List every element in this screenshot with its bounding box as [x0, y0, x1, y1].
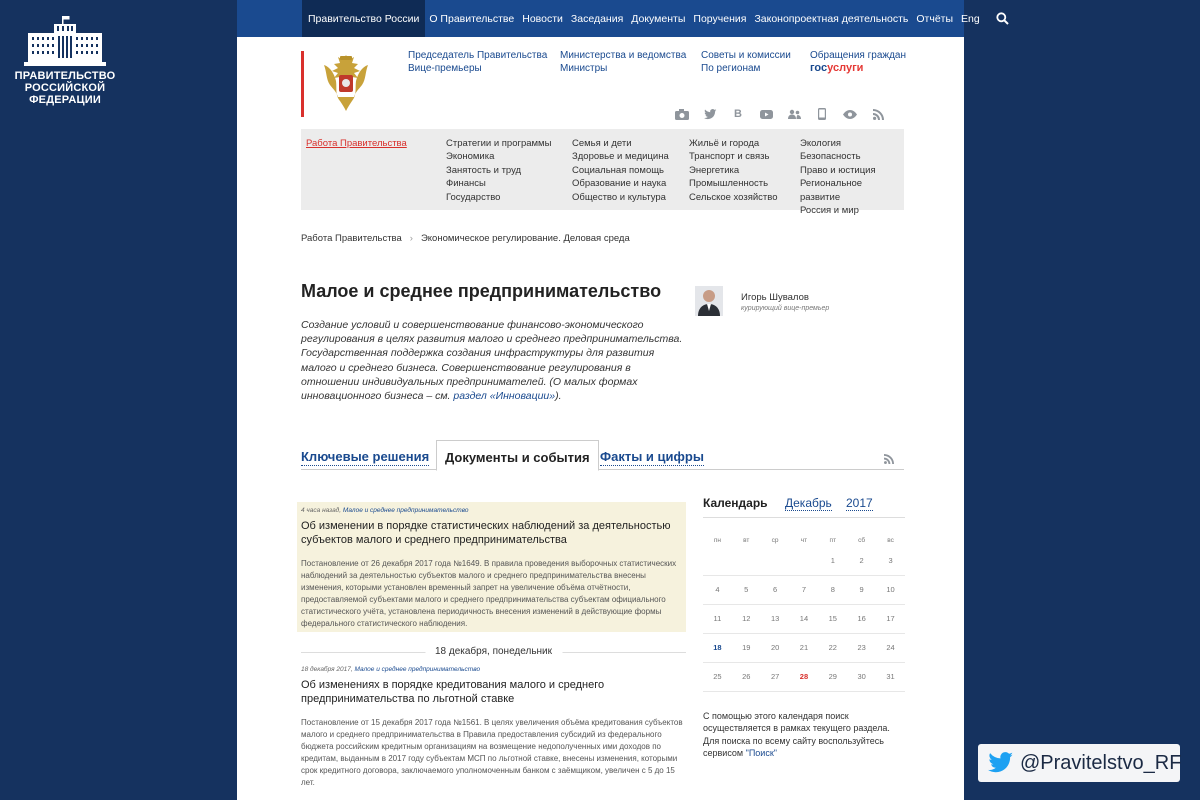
- breadcrumb-item[interactable]: Экономическое регулирование. Деловая среда: [420, 233, 630, 244]
- brand-logo: [12, 14, 118, 106]
- calendar-day[interactable]: 26: [732, 662, 761, 691]
- category-item[interactable]: Сельское хозяйство: [689, 191, 778, 203]
- calendar-grid: [703, 518, 905, 692]
- calendar-day[interactable]: 20: [761, 633, 790, 662]
- calendar-day[interactable]: 11: [703, 604, 732, 633]
- page: [237, 0, 980, 800]
- category-item[interactable]: Стратегии и программы: [446, 138, 552, 149]
- category-item[interactable]: Государство: [446, 191, 501, 203]
- avatar[interactable]: [695, 286, 723, 316]
- nav-government[interactable]: Правительство России: [302, 0, 425, 37]
- news-body: Постановление от 15 декабря 2017 года №1561. В целях увеличения объёма кредитования субъектов малого и среднего предпринимательства в Правила предоставления субсидий из федерального бюджета российским кредитным организациям на возмещение недополученных ими доходов по кредитам, выданным в 2017 году субъектам МСП по льготной ставке, внесены изменения, которыми срок кредитного договора, заключаемого уполномоченным банком с заёмщиком, увеличен с 5 до 15 лет.: [301, 717, 683, 787]
- chevron-right-icon: ›: [409, 233, 413, 244]
- nav-english[interactable]: Eng: [961, 12, 980, 25]
- calendar-label: Календарь: [703, 496, 768, 510]
- link-regions[interactable]: По регионам: [701, 63, 761, 74]
- search-link[interactable]: "Поиск": [745, 748, 777, 759]
- calendar-day[interactable]: 29: [818, 662, 847, 691]
- calendar-day[interactable]: 18: [703, 633, 732, 662]
- category-item[interactable]: Финансы: [446, 178, 486, 190]
- nav-about[interactable]: О Правительстве: [429, 12, 515, 25]
- top-nav: [237, 0, 980, 37]
- calendar-days: [703, 546, 905, 691]
- brand-line-1: ПРАВИТЕЛЬСТВО: [14, 70, 116, 82]
- users-icon[interactable]: [787, 107, 801, 121]
- category-item[interactable]: Семья и дети: [572, 138, 632, 149]
- calendar-day[interactable]: 16: [847, 604, 876, 633]
- site-header: [237, 37, 964, 129]
- nav-legislation[interactable]: Законопроектная деятельность: [754, 12, 909, 25]
- calendar-note: [703, 710, 905, 760]
- calendar-day[interactable]: 4: [703, 575, 732, 604]
- curator-role: курирующий вице-премьер: [741, 305, 830, 312]
- eye-icon[interactable]: [843, 107, 857, 121]
- search-icon[interactable]: [996, 0, 1009, 37]
- category-item[interactable]: Образование и наука: [572, 178, 667, 190]
- rss-icon[interactable]: [871, 107, 885, 121]
- calendar-day[interactable]: 8: [818, 575, 847, 604]
- category-item[interactable]: Здоровье и медицина: [572, 151, 669, 163]
- calendar-day[interactable]: 10: [876, 575, 905, 604]
- calendar-day[interactable]: 2: [847, 546, 876, 575]
- news-item[interactable]: [301, 666, 686, 789]
- twitter-handle: @Pravitelstvo_RF: [1020, 751, 1182, 774]
- calendar-day[interactable]: 25: [703, 662, 732, 691]
- calendar-week: [703, 662, 905, 691]
- tab-key-decisions[interactable]: Ключевые решения: [301, 449, 430, 464]
- calendar-day: [761, 546, 790, 575]
- tab-facts-figures[interactable]: Факты и цифры: [600, 449, 704, 464]
- calendar-day[interactable]: 17: [876, 604, 905, 633]
- nav-instructions[interactable]: Поручения: [693, 12, 747, 25]
- weekday-label: вт: [743, 536, 750, 544]
- calendar-day[interactable]: 14: [790, 604, 819, 633]
- category-menu: [301, 129, 904, 217]
- link-deputy-pms[interactable]: Вице-премьеры: [408, 63, 482, 74]
- weekday-label: сб: [858, 536, 866, 544]
- category-item[interactable]: Социальная помощь: [572, 164, 664, 176]
- day-separator: [301, 646, 686, 658]
- innovations-link[interactable]: раздел «Инновации»: [453, 390, 556, 403]
- news-time: 18 декабря 2017,: [301, 666, 353, 673]
- youtube-icon[interactable]: [759, 107, 773, 121]
- calendar-day[interactable]: 24: [876, 633, 905, 662]
- calendar-day[interactable]: 3: [876, 546, 905, 575]
- link-ministers[interactable]: Министры: [560, 63, 608, 74]
- gosuslugi-part-1: гос: [810, 62, 828, 74]
- rss-icon[interactable]: [884, 451, 894, 469]
- calendar-day: [703, 546, 732, 575]
- category-item[interactable]: Жильё и города: [689, 138, 760, 149]
- calendar-day[interactable]: 31: [876, 662, 905, 691]
- breadcrumb-item[interactable]: Работа Правительства: [301, 233, 402, 244]
- news-title[interactable]: Об изменении в порядке статистических наблюдений за деятельностью субъектов малого и среднего предпринимательства: [301, 520, 671, 547]
- category-item[interactable]: Право и юстиция: [800, 164, 876, 176]
- link-appeals[interactable]: Обращения граждан: [810, 50, 906, 61]
- day-separator-label: 18 декабря, понедельник: [425, 646, 562, 657]
- calendar-month[interactable]: Декабрь: [785, 496, 832, 510]
- calendar-day[interactable]: 28: [790, 662, 819, 691]
- calendar-day[interactable]: 23: [847, 633, 876, 662]
- weekday-label: чт: [800, 536, 808, 544]
- nav-meetings[interactable]: Заседания: [570, 12, 624, 25]
- category-item[interactable]: Занятость и труд: [446, 164, 522, 176]
- calendar-day: [790, 546, 819, 575]
- news-tag[interactable]: Малое и среднее предпринимательство: [354, 666, 481, 673]
- nav-documents[interactable]: Документы: [631, 12, 686, 25]
- social-links: [675, 107, 885, 121]
- brand-line-3: ФЕДЕРАЦИИ: [29, 94, 101, 106]
- calendar-day[interactable]: 13: [761, 604, 790, 633]
- calendar-week: [703, 604, 905, 633]
- calendar-day[interactable]: 19: [732, 633, 761, 662]
- calendar-year[interactable]: 2017: [846, 496, 873, 510]
- camera-icon[interactable]: [675, 107, 689, 121]
- category-item[interactable]: Региональное развитие: [800, 178, 863, 203]
- category-item[interactable]: Общество и культура: [572, 191, 666, 203]
- news-body: Постановление от 26 декабря 2017 года №1649. В правила проведения выборочных статистических наблюдений за деятельностью субъектов малого и среднего предпринимательства внесены изменения, которыми установлен временный запрет на увеличение объёма отчётности, предоставляемой субъектами малого и среднего предпринимательства субъектам официального статистического учёта, установлена периодичность внесения изменений в действующие формы федерального статистического наблюдения.: [301, 558, 677, 628]
- calendar-day[interactable]: 21: [790, 633, 819, 662]
- category-item[interactable]: Энергетика: [689, 164, 740, 176]
- news-title[interactable]: Об изменениях в порядке кредитования малого и среднего предпринимательства по льготной ставке: [301, 679, 605, 706]
- calendar-day[interactable]: 6: [761, 575, 790, 604]
- twitter-bird-icon: [988, 752, 1014, 774]
- calendar: [703, 494, 905, 760]
- calendar-note-text: С помощью этого календаря поиск осуществляется в рамках текущего раздела. Для поиска по всему сайту воспользуйтесь сервисом: [703, 710, 890, 759]
- calendar-week: [703, 546, 905, 575]
- calendar-day[interactable]: 22: [818, 633, 847, 662]
- gosuslugi-logo[interactable]: [810, 62, 906, 75]
- page-intro: [301, 318, 687, 403]
- vk-icon[interactable]: B: [734, 108, 742, 120]
- calendar-day[interactable]: 12: [732, 604, 761, 633]
- calendar-week: [703, 633, 905, 662]
- curator-name[interactable]: Игорь Шувалов: [741, 292, 809, 303]
- calendar-day[interactable]: 15: [818, 604, 847, 633]
- calendar-day[interactable]: 1: [818, 546, 847, 575]
- coat-of-arms-icon[interactable]: [321, 51, 371, 115]
- brand-line-2: РОССИЙСКОЙ: [24, 82, 106, 94]
- calendar-day[interactable]: 5: [732, 575, 761, 604]
- news-item[interactable]: [297, 502, 686, 632]
- category-item[interactable]: Транспорт и связь: [689, 151, 770, 163]
- red-accent-bar: [301, 51, 304, 117]
- page-title: Малое и среднее предпринимательство: [301, 281, 662, 301]
- news-meta: [301, 666, 686, 673]
- link-councils[interactable]: Советы и комиссии: [701, 50, 791, 61]
- nav-reports[interactable]: Отчёты: [916, 12, 954, 25]
- calendar-week: [703, 575, 905, 604]
- intro-text: Создание условий и совершенствование финансово-экономического регулирования в целях развития малого и среднего предпринимательства. Государственная поддержка создания инфраструктуры для развития малого и среднего бизнеса. Совершенствование регулирования в отношении индивидуальных предпринимателей. (О малых формах инновационного бизнеса – см.: [301, 319, 683, 403]
- category-item[interactable]: Безопасность: [800, 151, 861, 163]
- tab-documents-events[interactable]: Документы и события: [436, 440, 599, 471]
- mobile-icon[interactable]: [815, 107, 829, 121]
- calendar-day[interactable]: 7: [790, 575, 819, 604]
- link-ministries[interactable]: Министерства и ведомства: [560, 50, 687, 61]
- nav-news[interactable]: Новости: [522, 12, 563, 25]
- gosuslugi-part-2: услуги: [827, 62, 864, 74]
- twitter-icon[interactable]: [703, 107, 717, 121]
- weekday-label: пт: [829, 536, 837, 544]
- government-building-icon: [24, 14, 106, 66]
- category-item[interactable]: Экология: [800, 138, 842, 149]
- breadcrumb: [301, 233, 630, 244]
- news-meta: [301, 507, 682, 514]
- weekday-label: вс: [887, 536, 894, 544]
- category-government-work[interactable]: Работа Правительства: [306, 138, 407, 149]
- calendar-day[interactable]: 27: [761, 662, 790, 691]
- weekday-label: пн: [713, 536, 721, 544]
- news-time: 4 часа назад,: [301, 507, 342, 514]
- news-tag[interactable]: Малое и среднее предпринимательство: [342, 507, 469, 514]
- twitter-badge: [978, 744, 1180, 782]
- calendar-header: [703, 494, 905, 518]
- weekday-label: ср: [771, 536, 779, 544]
- category-item[interactable]: Промышленность: [689, 178, 769, 190]
- link-chairman[interactable]: Председатель Правительства: [408, 50, 548, 61]
- intro-end: ).: [555, 390, 562, 403]
- tab-bar: [301, 440, 904, 470]
- category-item[interactable]: Россия и мир: [800, 205, 859, 217]
- calendar-day[interactable]: 9: [847, 575, 876, 604]
- category-item[interactable]: Экономика: [446, 151, 495, 163]
- calendar-day[interactable]: 30: [847, 662, 876, 691]
- calendar-day: [732, 546, 761, 575]
